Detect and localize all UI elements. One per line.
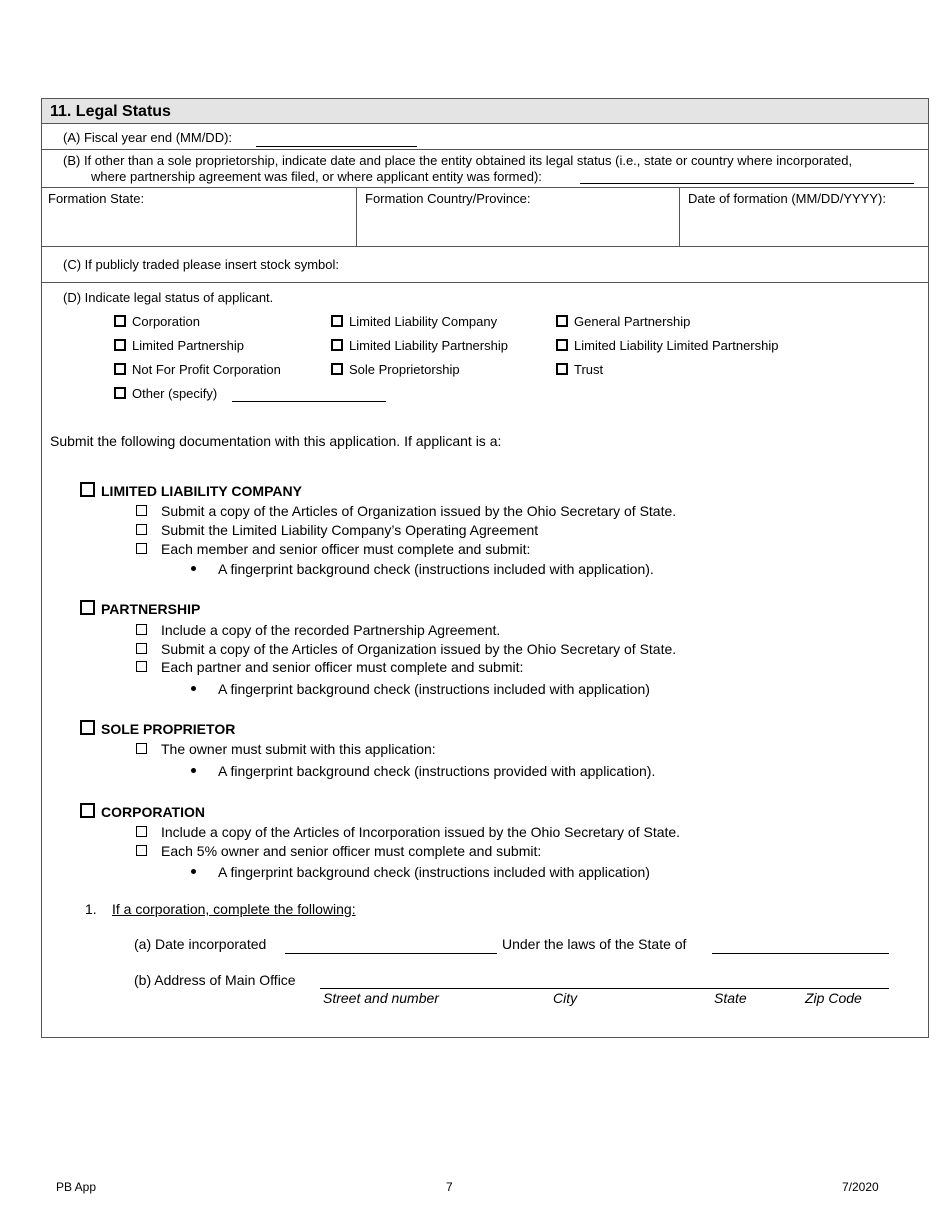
corp-details-number: 1. [85, 901, 97, 917]
main-office-label: (b) Address of Main Office [134, 972, 296, 988]
checkbox-icon [136, 505, 147, 516]
checkbox-icon [136, 661, 147, 672]
section-title: 11. Legal Status [50, 103, 171, 120]
state-laws-label: Under the laws of the State of [502, 936, 687, 952]
llc-bullet: A fingerprint background check (instructions included with application). [191, 561, 654, 577]
checkbox-icon [136, 524, 147, 535]
checkbox-icon [80, 482, 95, 497]
checkbox-icon [80, 600, 95, 615]
state-caption: State [714, 990, 747, 1006]
city-caption: City [553, 990, 578, 1006]
llc-heading[interactable]: LIMITED LIABILITY COMPANY [80, 482, 302, 499]
llc-item: Each member and senior officer must complete and submit: [136, 541, 530, 557]
divider [42, 282, 928, 283]
checkbox-icon [556, 339, 568, 351]
option-not-for-profit[interactable]: Not For Profit Corporation [114, 362, 281, 377]
divider [42, 187, 928, 188]
footer-date: 7/2020 [842, 1180, 879, 1194]
footer-left: PB App [56, 1180, 97, 1194]
formation-state-label: Formation State: [48, 191, 145, 206]
cell-divider [356, 187, 357, 246]
formation-country-label: Formation Country/Province: [365, 191, 531, 206]
checkbox-icon [80, 803, 95, 818]
formation-date-label: Date of formation (MM/DD/YYYY): [688, 191, 886, 206]
bullet-icon [191, 686, 196, 691]
divider [42, 246, 928, 247]
cell-divider [679, 187, 680, 246]
state-laws-field[interactable] [712, 953, 889, 954]
option-other[interactable]: Other (specify) [114, 386, 217, 401]
bullet-icon [191, 768, 196, 773]
option-trust[interactable]: Trust [556, 362, 603, 377]
option-general-partnership[interactable]: General Partnership [556, 314, 690, 329]
formation-place-field[interactable] [580, 183, 914, 184]
date-incorporated-label: (a) Date incorporated [134, 936, 267, 952]
corp-item: Include a copy of the Articles of Incorporation issued by the Ohio Secretary of State. [136, 824, 680, 840]
checkbox-icon [80, 720, 95, 735]
bullet-icon [191, 566, 196, 571]
option-lllp[interactable]: Limited Liability Limited Partnership [556, 338, 778, 353]
checkbox-icon [136, 826, 147, 837]
corporation-heading[interactable]: CORPORATION [80, 803, 205, 820]
zip-caption: Zip Code [805, 990, 862, 1006]
partnership-heading[interactable]: PARTNERSHIP [80, 600, 200, 617]
date-incorporated-field[interactable] [285, 953, 497, 954]
partnership-item: Each partner and senior officer must complete and submit: [136, 659, 523, 675]
section-header [42, 99, 928, 124]
sole-proprietor-heading[interactable]: SOLE PROPRIETOR [80, 720, 235, 737]
checkbox-icon [114, 339, 126, 351]
other-specify-field[interactable] [232, 401, 386, 402]
checkbox-icon [136, 624, 147, 635]
option-corporation[interactable]: Corporation [114, 314, 200, 329]
divider [42, 149, 928, 150]
main-office-field[interactable] [320, 988, 889, 989]
checkbox-icon [114, 387, 126, 399]
fiscal-year-field[interactable] [256, 146, 417, 147]
checkbox-icon [556, 315, 568, 327]
checkbox-icon [331, 363, 343, 375]
partnership-bullet: A fingerprint background check (instructions included with application) [191, 681, 650, 697]
page-number: 7 [446, 1180, 453, 1194]
partnership-item: Include a copy of the recorded Partnership Agreement. [136, 622, 500, 638]
checkbox-icon [331, 315, 343, 327]
sole-bullet: A fingerprint background check (instructions provided with application). [191, 763, 655, 779]
bullet-icon [191, 869, 196, 874]
checkbox-icon [114, 363, 126, 375]
sole-item: The owner must submit with this application: [136, 741, 436, 757]
checkbox-icon [136, 543, 147, 554]
option-sole-proprietorship[interactable]: Sole Proprietorship [331, 362, 460, 377]
instructions-text: Submit the following documentation with this application. If applicant is a: [50, 433, 502, 449]
corp-bullet: A fingerprint background check (instructions included with application) [191, 864, 650, 880]
fiscal-year-label: (A) Fiscal year end (MM/DD): [63, 130, 233, 145]
legal-status-section [41, 98, 929, 1038]
checkbox-icon [331, 339, 343, 351]
llc-item: Submit a copy of the Articles of Organization issued by the Ohio Secretary of State. [136, 503, 676, 519]
formation-instructions-line2: where partnership agreement was filed, or where applicant entity was formed): [91, 169, 542, 184]
stock-symbol-label: (C) If publicly traded please insert stock symbol: [63, 257, 339, 272]
option-limited-partnership[interactable]: Limited Partnership [114, 338, 244, 353]
partnership-item: Submit a copy of the Articles of Organization issued by the Ohio Secretary of State. [136, 641, 676, 657]
checkbox-icon [136, 643, 147, 654]
corp-item: Each 5% owner and senior officer must complete and submit: [136, 843, 541, 859]
checkbox-icon [114, 315, 126, 327]
formation-instructions-line1: (B) If other than a sole proprietorship, indicate date and place the entity obtained its legal status (i.e., state or country where incorporated, [63, 153, 853, 168]
checkbox-icon [136, 743, 147, 754]
option-llp[interactable]: Limited Liability Partnership [331, 338, 508, 353]
option-llc[interactable]: Limited Liability Company [331, 314, 497, 329]
llc-item: Submit the Limited Liability Company’s Operating Agreement [136, 522, 538, 538]
legal-status-prompt: (D) Indicate legal status of applicant. [63, 290, 274, 305]
checkbox-icon [556, 363, 568, 375]
checkbox-icon [136, 845, 147, 856]
corp-details-heading: If a corporation, complete the following: [112, 901, 356, 917]
street-caption: Street and number [323, 990, 439, 1006]
